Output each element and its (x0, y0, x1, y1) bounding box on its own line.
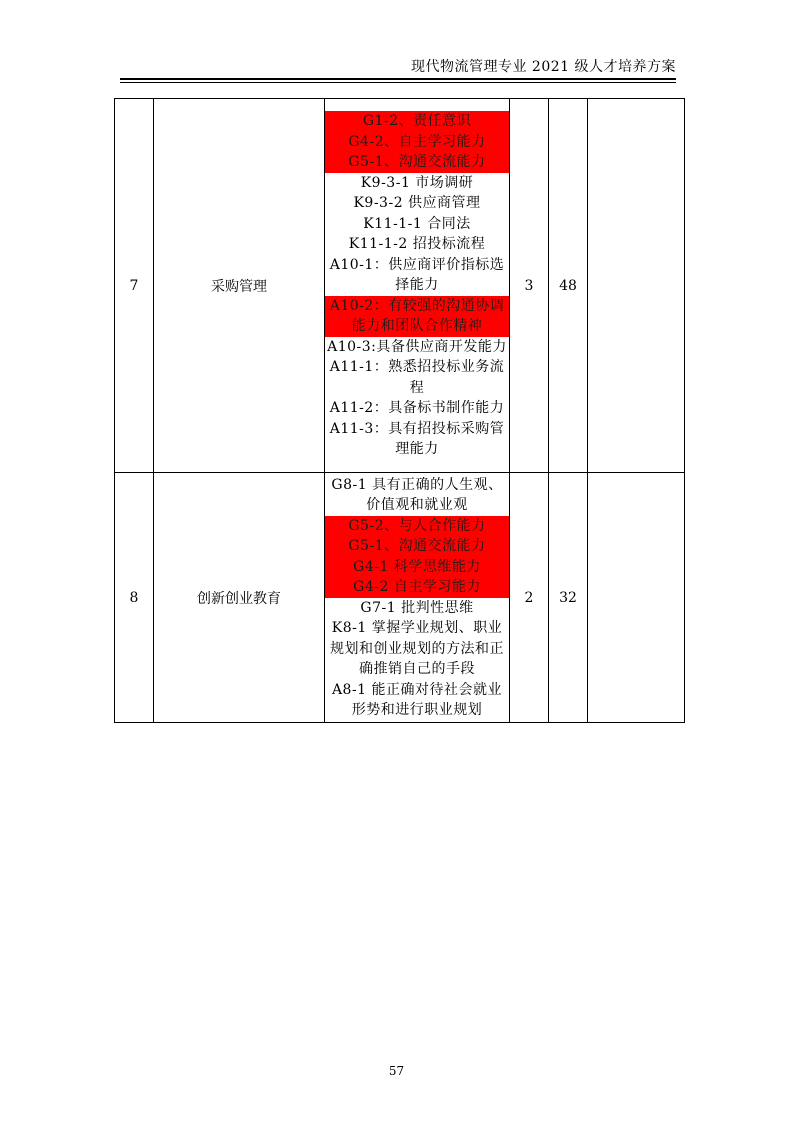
outcome-item: A10-1：供应商评价指标选择能力 (329, 256, 505, 294)
table-row (115, 473, 685, 723)
highlighted-outcome-item: G5-2、与人合作能力 (325, 516, 509, 537)
highlighted-outcome-item: G4-1 科学思维能力 (325, 557, 509, 578)
outcome-item: A11-1：熟悉招投标业务流程 (329, 359, 505, 396)
outcome-item: A8-1 能正确对待社会就业形势和进行职业规划 (331, 681, 503, 718)
credits-cell: 2 (510, 473, 549, 723)
highlighted-outcome-item: G4-2 自主学习能力 (325, 577, 509, 598)
highlighted-outcome-item: G5-1、沟通交流能力 (325, 152, 509, 173)
outcome-item: K9-3-1 市场调研 (360, 174, 474, 191)
credits-cell: 3 (510, 99, 549, 473)
hours-cell: 32 (549, 473, 588, 723)
page-number: 57 (388, 1064, 405, 1078)
outcome-item: K8-1 掌握学业规划、职业规划和创业规划的方法和正确推销自己的手段 (330, 620, 504, 677)
highlighted-outcome-item: G5-1、沟通交流能力 (325, 536, 509, 557)
highlighted-outcome-item: G4-2、自主学习能力 (325, 132, 509, 153)
outcome-item: K9-3-2 供应商管理 (353, 195, 481, 212)
course-table (114, 98, 685, 723)
outcome-item: G8-1 具有正确的人生观、价值观和就业观 (331, 476, 503, 513)
outcomes-cell (325, 99, 510, 473)
highlighted-outcome-item: A10-2：有较强的沟通协调能力和团队合作精神 (325, 296, 509, 337)
outcome-item: K11-1-1 合同法 (363, 215, 471, 232)
outcome-item: A10-3:具备供应商开发能力 (327, 338, 507, 355)
outcome-item: A11-3：具有招投标采购管理能力 (329, 420, 505, 458)
outcomes-cell (325, 473, 510, 723)
course-name-cell: 采购管理 (154, 99, 325, 473)
hours-cell: 48 (549, 99, 588, 473)
outcome-item: G7-1 批判性思维 (360, 599, 474, 616)
note-cell (588, 99, 685, 473)
header-rule-thick (120, 78, 676, 80)
table-row (115, 99, 685, 473)
header-rule-thin (120, 82, 676, 83)
course-name-cell: 创新创业教育 (154, 473, 325, 723)
document-header: 现代物流管理专业 2021 级人才培养方案 (410, 59, 676, 75)
outcome-item: K11-1-2 招投标流程 (348, 236, 486, 253)
note-cell (588, 473, 685, 723)
highlighted-outcome-item: G1-2、责任意识 (325, 111, 509, 132)
outcome-item: A11-2：具备标书制作能力 (329, 400, 505, 417)
seq-cell: 7 (115, 99, 154, 473)
seq-cell: 8 (115, 473, 154, 723)
